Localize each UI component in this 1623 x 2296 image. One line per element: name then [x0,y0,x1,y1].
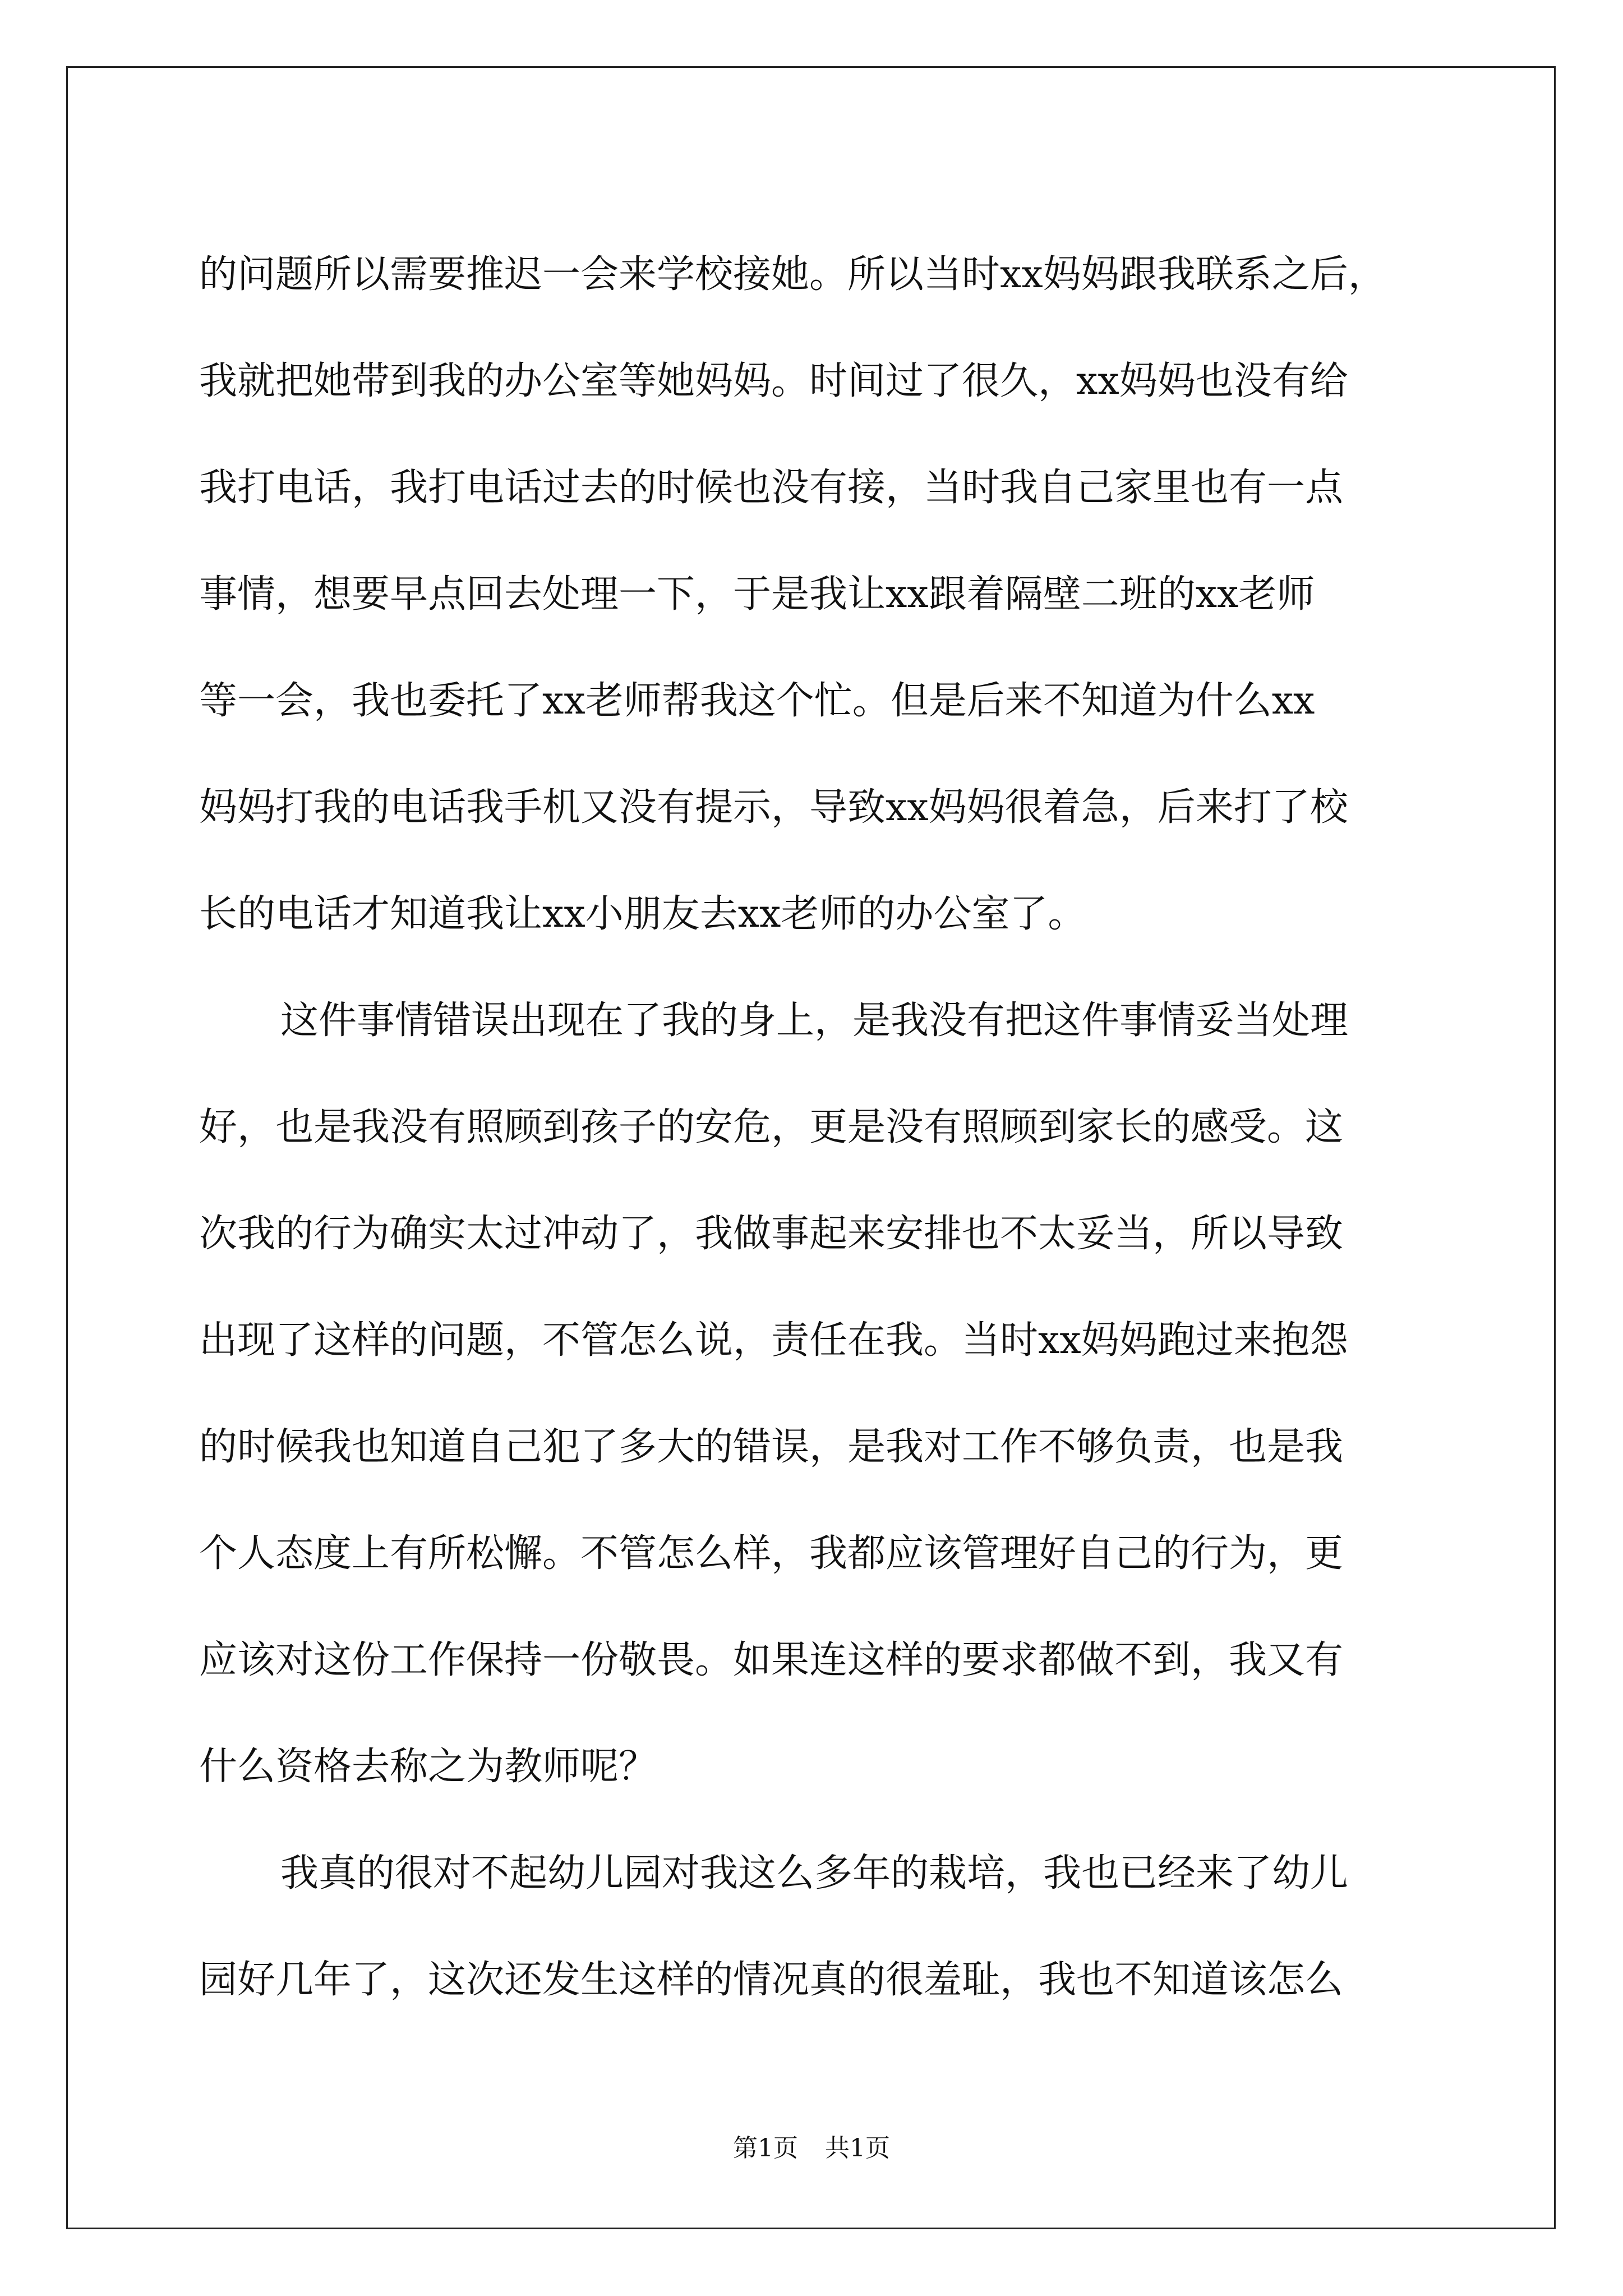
text-line: 个人态度上有所松懈。不管怎么样，我都应该管理好自己的行为，更 [199,1531,1344,1576]
text-line: 的问题所以需要推迟一会来学校接她。所以当时xx妈妈跟我联系之后， [199,252,1386,297]
text-line: 妈妈打我的电话我手机又没有提示，导致xx妈妈很着急，后来打了校 [199,785,1348,830]
document-body [199,222,1433,2033]
page-footer [0,2132,1623,2165]
text-line: 的时候我也知道自己犯了多大的错误，是我对工作不够负责，也是我 [199,1425,1344,1469]
text-line: 园好几年了，这次还发生这样的情况真的很羞耻，我也不知道该怎么 [199,1958,1344,2002]
text-line: 事情，想要早点回去处理一下，于是我让xx跟着隔壁二班的xx老师 [199,572,1315,616]
text-line: 什么资格去称之为教师呢？ [199,1745,657,1789]
text-line: 长的电话才知道我让xx小朋友去xx老师的办公室了。 [199,892,1086,936]
text-line: 次我的行为确实太过冲动了，我做事起来安排也不太妥当，所以导致 [199,1212,1344,1256]
text-line: 出现了这样的问题，不管怎么说，责任在我。当时xx妈妈跑过来抱怨 [199,1318,1348,1363]
text-line: 我打电话，我打电话过去的时候也没有接，当时我自己家里也有一点 [199,466,1344,510]
paragraph-start-line: 这件事情错误出现在了我的身上，是我没有把这件事情妥当处理 [280,999,1349,1043]
text-line: 好，也是我没有照顾到孩子的安危，更是没有照顾到家长的感受。这 [199,1105,1344,1149]
page-total: 共1页 [825,2134,890,2162]
text-line: 等一会，我也委托了xx老师帮我这个忙。但是后来不知道为什么xx [199,679,1315,723]
text-line: 应该对这份工作保持一份敬畏。如果连这样的要求都做不到，我又有 [199,1638,1344,1682]
paragraph-start-line: 我真的很对不起幼儿园对我这么多年的栽培，我也已经来了幼儿 [280,1851,1349,1895]
page-number: 第1页 [733,2134,798,2162]
text-line: 我就把她带到我的办公室等她妈妈。时间过了很久，xx妈妈也没有给 [199,359,1348,403]
